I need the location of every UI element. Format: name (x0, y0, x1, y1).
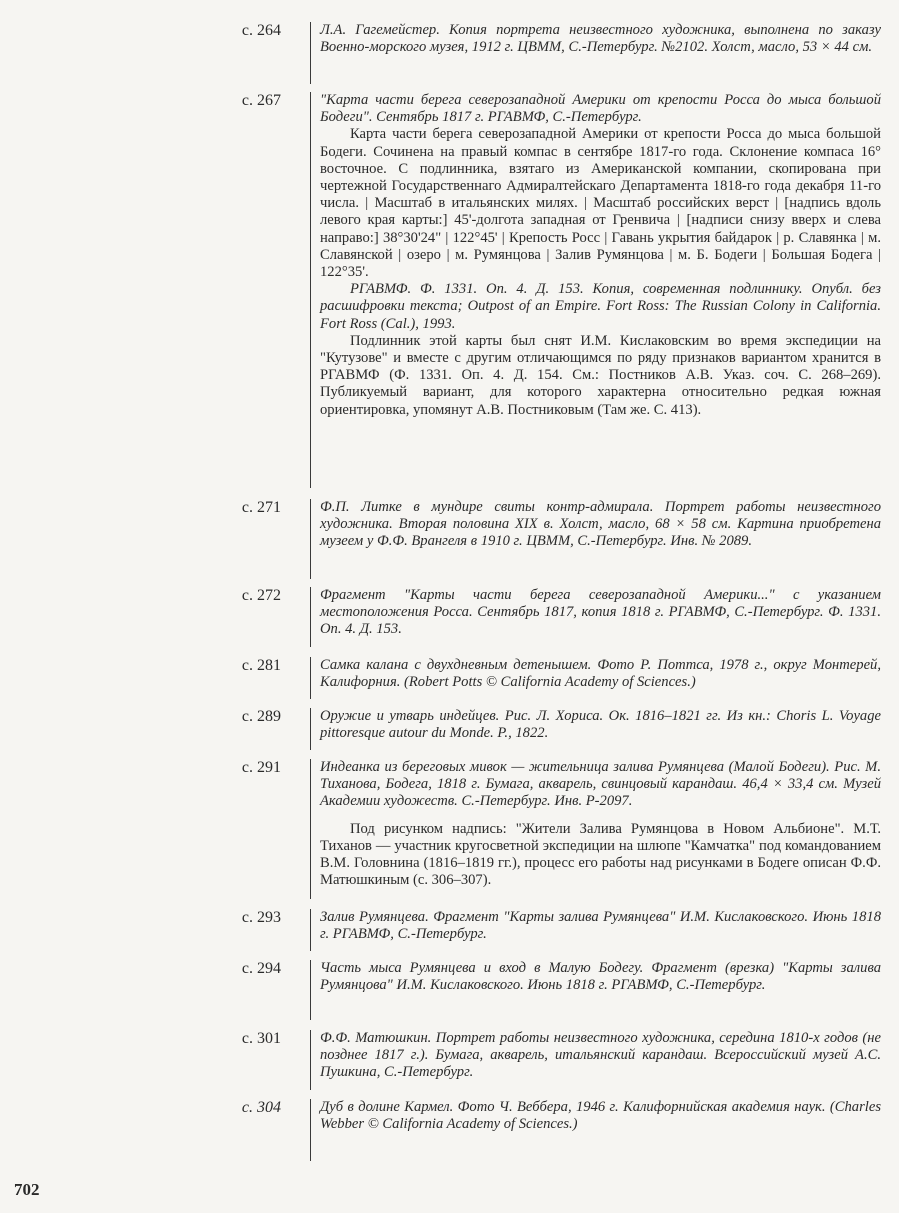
illustration-caption: "Карта части берега северозападной Америки от крепости Росса до мыса большой Бодеги". Сентябрь 1817 г. РГАВМФ, С.-Петербург. (320, 92, 881, 126)
illustration-caption: Фрагмент "Карты части берега северозападной Америки..." с указанием местоположения Росса. Сентябрь 1817, копия 1818 г. РГАВМФ, С.-Петербург. Ф. 1331. Оп. 4. Д. 153. (320, 587, 881, 638)
page-ref: с. 304 (241, 1099, 281, 1116)
page-ref: с. 293 (241, 909, 281, 926)
entry-rule (310, 22, 311, 84)
illustration-caption: Л.А. Гагемейстер. Копия портрета неизвестного художника, выполнена по заказу Военно-морского музея, 1912 г. ЦВММ, С.-Петербург. №2102. Холст, масло, 53 × 44 см. (320, 22, 881, 56)
map-transcription: Карта части берега северозападной Америки от крепости Росса до мыса большой Бодеги. Сочинена на правый компас в сентябре 1817-го года. Склонение компаса 16° восточное. С подлинника, взятаго из Американской компании, скопирована при чертежной Государственнаго Адмиралтейскаго Департамента 1818-го года декабря 11-го числа. | Масштаб в итальянских милях. | Масштаб российских верст | [надпись вдоль левого края карты:] 45'-долгота западная от Гренвича | [надписи снизу вверх и слева направо:] 38°30'24" | 122°45' | Крепость Росс | Гавань укрытия байдарок | р. Славянка | м. Славянской | озеро | м. Румянцова | Залив Румянцова | м. Б. Бодеги | Большая Бодега | 122°35'. (320, 126, 881, 281)
entry-rule (310, 499, 311, 579)
entry-rule (310, 909, 311, 951)
page-ref: с. 301 (241, 1030, 281, 1047)
page-ref: с. 264 (241, 22, 281, 39)
illustration-caption: Залив Румянцева. Фрагмент "Карты залива Румянцева" И.М. Кислаковского. Июнь 1818 г. РГАВМФ, С.-Петербург. (320, 909, 881, 943)
entry-body (320, 22, 881, 56)
entry-body (320, 708, 881, 742)
entry-rule (310, 759, 311, 899)
illustration-caption: Ф.П. Литке в мундире свиты контр-адмирала. Портрет работы неизвестного художника. Вторая половина XIX в. Холст, масло, 68 × 58 см. Картина приобретена музеем у Ф.Ф. Врангеля в 1910 г. ЦВММ, С.-Петербург. Инв. № 2089. (320, 499, 881, 550)
entry-rule (310, 1030, 311, 1090)
page-ref: с. 267 (241, 92, 281, 109)
page-ref: с. 294 (241, 960, 281, 977)
illustration-caption: Дуб в долине Кармел. Фото Ч. Веббера, 1946 г. Калифорнийская академия наук. (Charles Webber © California Academy of Sciences.) (320, 1099, 881, 1133)
entry-rule (310, 92, 311, 488)
entry-body (320, 587, 881, 639)
entry-rule (310, 587, 311, 647)
entry-body (320, 759, 881, 889)
entry-body (320, 909, 881, 943)
entry-rule (310, 657, 311, 699)
entry-rule (310, 708, 311, 750)
entry-body (320, 1030, 881, 1082)
entry-body (320, 960, 881, 994)
illustration-caption: Часть мыса Румянцева и вход в Малую Бодегу. Фрагмент (врезка) "Карты залива Румянцова" И.М. Кислаковского. Июнь 1818 г. РГАВМФ, С.-Петербург. (320, 960, 881, 994)
commentary: Под рисунком надпись: "Жители Залива Румянцова в Новом Альбионе". М.Т. Тиханов — участник кругосветной экспедиции на шлюпе "Камчатка" под командованием В.М. Головнина (1816–1819 гг.), процесс его работы над рисунками в Бодеге описан Ф.Ф. Матюшкиным (с. 306–307). (320, 820, 881, 889)
illustration-caption: Индеанка из береговых мивок — жительница залива Румянцева (Малой Бодеги). Рис. М. Тиханова, Бодега, 1818 г. Бумага, акварель, свинцовый карандаш. 46,4 × 33,4 см. Музей Академии художеств. С.-Петербург. Инв. Р-2097. (320, 759, 881, 810)
entry-rule (310, 1099, 311, 1161)
page-ref: с. 272 (241, 587, 281, 604)
commentary: Подлинник этой карты был снят И.М. Кислаковским во время экспедиции на "Кутузове" и вместе с другим отличающимся по ряду признаков вариантом хранится в РГАВМФ (Ф. 1331. Оп. 4. Д. 154. См.: Постников А.В. Указ. соч. С. 268–269). Публикуемый вариант, для которого характерна относительно редкая южная ориентировка, упомянут А.В. Постниковым (Там же. С. 413). (320, 332, 881, 418)
entry-rule (310, 960, 311, 1020)
entry-body (320, 92, 881, 419)
illustration-caption: Самка калана с двухдневным детенышем. Фото Р. Поттса, 1978 г., округ Монтерей, Калифорния. (Robert Potts © California Academy of Sciences.) (320, 657, 881, 691)
illustration-caption: Ф.Ф. Матюшкин. Портрет работы неизвестного художника, середина 1810-х годов (не позднее 1817 г.). Бумага, акварель, итальянский карандаш. Всероссийский музей А.С. Пушкина, С.-Петербург. (320, 1030, 881, 1081)
page-ref: с. 281 (241, 657, 281, 674)
page-ref: с. 291 (241, 759, 281, 776)
page-number: 702 (14, 1180, 40, 1199)
entry-body (320, 657, 881, 691)
entry-body (320, 499, 881, 551)
page-ref: с. 271 (241, 499, 281, 516)
page-ref: с. 289 (241, 708, 281, 725)
archive-source: РГАВМФ. Ф. 1331. Оп. 4. Д. 153. Копия, современная подлиннику. Опубл. без расшифровки текста; Outpost of an Empire. Fort Ross: The Russian Colony in California. Fort Ross (Cal.), 1993. (320, 281, 881, 332)
entry-body (320, 1099, 881, 1133)
illustration-caption: Оружие и утварь индейцев. Рис. Л. Хориса. Ок. 1816–1821 гг. Из кн.: Choris L. Voyage pittoresque autour du Monde. P., 1822. (320, 708, 881, 742)
